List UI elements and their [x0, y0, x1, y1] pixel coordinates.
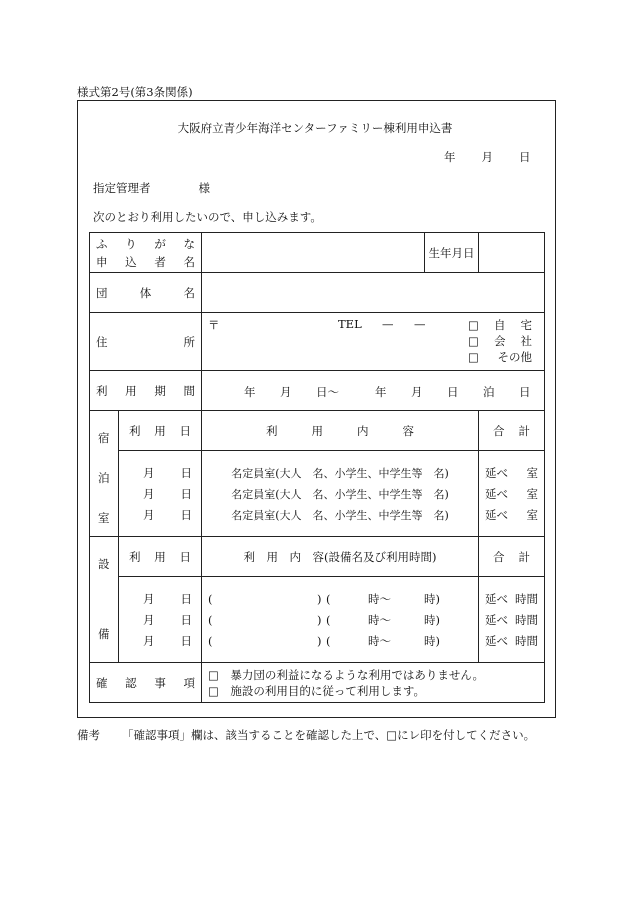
lodging-body-row: [90, 451, 545, 537]
addressee-suffix: 様: [198, 181, 210, 195]
addressee: [93, 180, 210, 196]
lodging-side-label: 宿 泊 室: [90, 411, 119, 537]
group-name-field[interactable]: [202, 273, 545, 313]
other-checkbox[interactable]: □: [468, 350, 479, 364]
equipment-header-row: [90, 537, 545, 577]
birthdate-label: 生年月日: [425, 233, 479, 273]
equipment-side-label: 設 備: [90, 537, 119, 663]
applicant-name-field[interactable]: [202, 233, 425, 273]
lodging-date-header: 利 用 日: [119, 411, 202, 451]
confirmation-item-1[interactable]: □ 暴力団の利益になるような利用ではありません。: [208, 667, 485, 682]
lodging-totals[interactable]: 延べ 室 延べ 室 延べ 室: [479, 451, 545, 537]
group-label-cell: 団 体 名: [90, 273, 202, 313]
tel-label: TEL: [338, 317, 362, 331]
period-row: [90, 371, 545, 411]
equipment-dates[interactable]: 月 日 月 日 月 日: [119, 577, 202, 663]
equipment-totals[interactable]: 延べ 時間 延べ 時間 延べ 時間: [479, 577, 545, 663]
confirmation-item-2[interactable]: □ 施設の利用目的に従って利用します。: [208, 683, 425, 698]
company-checkbox[interactable]: □: [468, 334, 479, 348]
home-checkbox[interactable]: □: [468, 318, 479, 332]
applicant-row: [90, 233, 545, 273]
lodging-dates[interactable]: 月 日 月 日 月 日: [119, 451, 202, 537]
option-home[interactable]: □ 自 宅: [468, 318, 532, 332]
application-table: [89, 232, 545, 703]
period-label-cell: 利 用 期 間: [90, 371, 202, 411]
equipment-content-header: 利 用 内 容(設備名及び利用時間): [202, 537, 479, 577]
intro-text: 次のとおり利用したいので、申し込みます。: [93, 210, 322, 224]
option-company[interactable]: □ 会 社: [468, 334, 532, 348]
address-row: [90, 313, 545, 371]
confirmation-items: [202, 663, 545, 703]
tel-dash-1: —: [382, 317, 394, 331]
equipment-contents[interactable]: ( ) ( 時〜 時) ( ) ( 時〜 時) ( ) ( 時〜 時): [202, 577, 479, 663]
confirmation-row: [90, 663, 545, 703]
option-other[interactable]: □ その他: [468, 350, 532, 364]
equipment-date-header: 利 用 日: [119, 537, 202, 577]
confirmation-label-cell: 確 認 事 項: [90, 663, 202, 703]
addressee-label: 指定管理者: [93, 181, 151, 195]
address-type-options: [468, 317, 532, 365]
equipment-body-row: [90, 577, 545, 663]
date-year: 年: [444, 150, 456, 164]
note-text: 「確認事項」欄は、該当することを確認した上で、□にレ印を付してください。: [122, 728, 536, 742]
tel-dash-2: —: [414, 317, 426, 331]
birthdate-field[interactable]: [479, 233, 545, 273]
group-row: [90, 273, 545, 313]
address-field[interactable]: [202, 313, 545, 371]
date-day: 日: [519, 150, 531, 164]
lodging-header-row: [90, 411, 545, 451]
address-label-cell: 住 所: [90, 313, 202, 371]
applicant-label-cell: ふ り が な 申 込 者 名: [90, 233, 202, 273]
date-month: 月: [481, 150, 493, 164]
period-field[interactable]: 年 月 日〜 年 月 日 泊 日: [202, 371, 545, 411]
note-label: 備考: [77, 728, 100, 742]
form-title: 大阪府立青少年海洋センターファミリー棟利用申込書: [177, 121, 453, 135]
equipment-total-header: 合 計: [479, 537, 545, 577]
lodging-total-header: 合 計: [479, 411, 545, 451]
postal-mark: 〒: [208, 318, 220, 332]
note: [77, 727, 535, 743]
form-number: 様式第2号(第3条関係): [77, 85, 193, 99]
date-line: [444, 149, 531, 165]
lodging-contents[interactable]: 名定員室(大人 名、小学生、中学生等 名) 名定員室(大人 名、小学生、中学生等 名) 名定員室(大人 名、小学生、中学生等 名): [202, 451, 479, 537]
lodging-content-header: 利 用 内 容: [202, 411, 479, 451]
confirmation-checkbox-2[interactable]: □: [208, 683, 219, 698]
confirmation-checkbox-1[interactable]: □: [208, 667, 219, 682]
